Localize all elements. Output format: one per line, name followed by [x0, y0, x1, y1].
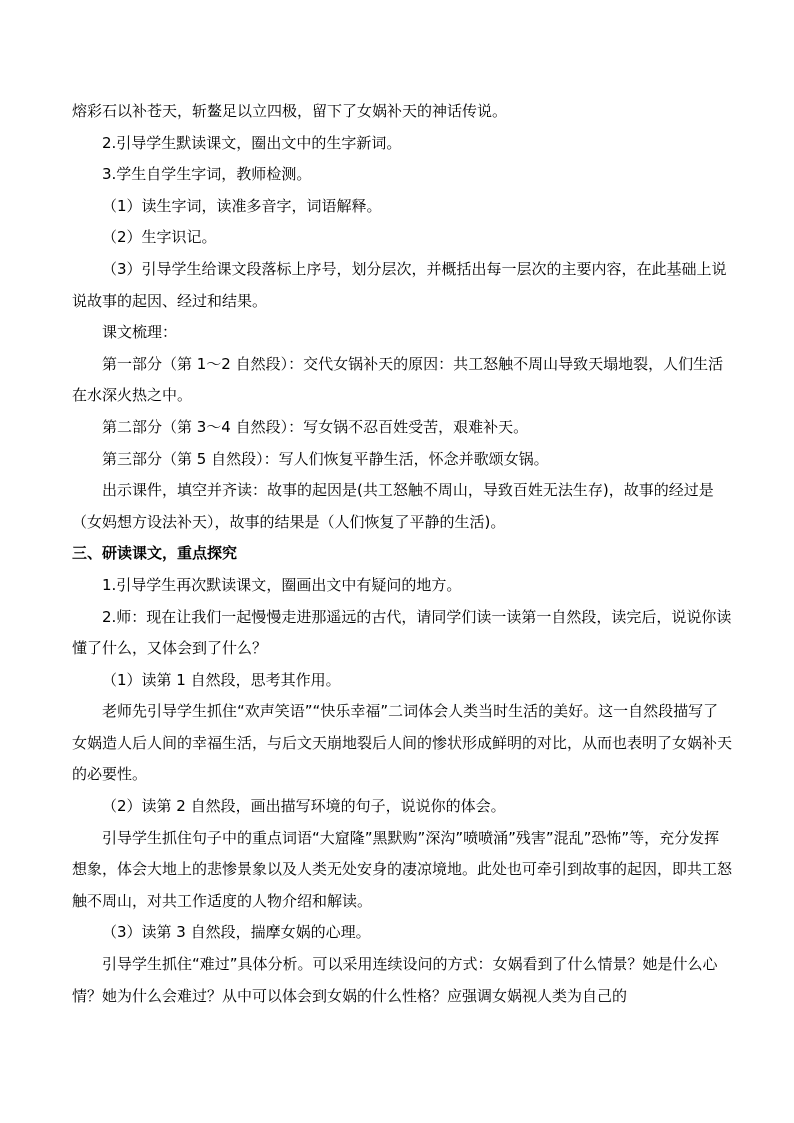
- paragraph: 3.学生自学生字词，教师检测。: [102, 165, 312, 184]
- paragraph: 1.引导学生再次默读课文，圈画出文中有疑问的地方。: [102, 575, 462, 594]
- paragraph: 2.师：现在让我们一起慢慢走进那遥远的古代，请同学们读一读第一自然段，读完后，说说你读懂了什么，又体会到了什么？: [72, 607, 732, 658]
- paragraph: （1）读第 1 自然段，思考其作用。: [102, 670, 341, 689]
- paragraph: 课文梳理：: [102, 323, 178, 342]
- paragraph: （3）读第 3 自然段，揣摩女娲的心理。: [102, 923, 371, 942]
- paragraph: 第二部分（第 3～4 自然段）：写女锅不忍百姓受苦，艰难补天。: [102, 417, 529, 436]
- paragraph: 熔彩石以补苍天，斩鳌足以立四极，留下了女娲补天的神话传说。: [72, 102, 508, 120]
- paragraph: 老师先引导学生抓住“欢声笑语”“快乐幸福”二词体会人类当时生活的美好。这一自然段描写了女娲造人后人间的幸福生活，与后文天崩地裂后人间的惨状形成鲜明的对比，从而也表明了女娲补天的必要性。: [72, 702, 733, 784]
- paragraph: （1）读生字词，读准多音字，词语解释。: [102, 196, 382, 215]
- paragraph: （3）引导学生给课文段落标上序号，划分层次，并概括出每一层次的主要内容，在此基础上说说故事的起因、经过和结果。: [72, 259, 727, 310]
- section-heading: 三、研读课文，重点探究: [72, 544, 238, 563]
- paragraph: 第三部分（第 5 自然段）：写人们恢复平静生活，怀念并歌颂女锅。: [102, 449, 549, 468]
- paragraph: 引导学生抓住句子中的重点词语“大窟隆”黑默购”深沟”喷喷涌”残害”混乱”恐怖”等，充分发挥想象，体会大地上的悲惨景象以及人类无处安身的凄凉境地。此处也可牵引到故事的起因，即共工怒触不周山，对共工作适度的人物介绍和解读。: [72, 828, 733, 910]
- paragraph: （2）生字识记。: [102, 228, 217, 247]
- document-page: [72, 96, 732, 1012]
- paragraph: 2.引导学生默读课文，圈出文中的生字新词。: [102, 133, 402, 152]
- paragraph: 引导学生抓住“难过”具体分析。可以采用连续设问的方式：女娲看到了什么情景？她是什么心情？她为什么会难过？从中可以体会到女娲的什么性格？应强调女娲视人类为自己的: [72, 955, 718, 1005]
- paragraph: （2）读第 2 自然段，画出描写环境的句子，说说你的体会。: [102, 797, 506, 816]
- paragraph: 第一部分（第 1～2 自然段）：交代女锅补天的原因：共工怒触不周山导致天塌地裂，人们生活在水深火热之中。: [72, 354, 724, 405]
- paragraph: 出示课件，填空并齐读：故事的起因是(共工怒触不周山，导致百姓无法生存)，故事的经过是（女妈想方设法补天），故事的结果是（人们恢复了平静的生活)。: [72, 481, 714, 531]
